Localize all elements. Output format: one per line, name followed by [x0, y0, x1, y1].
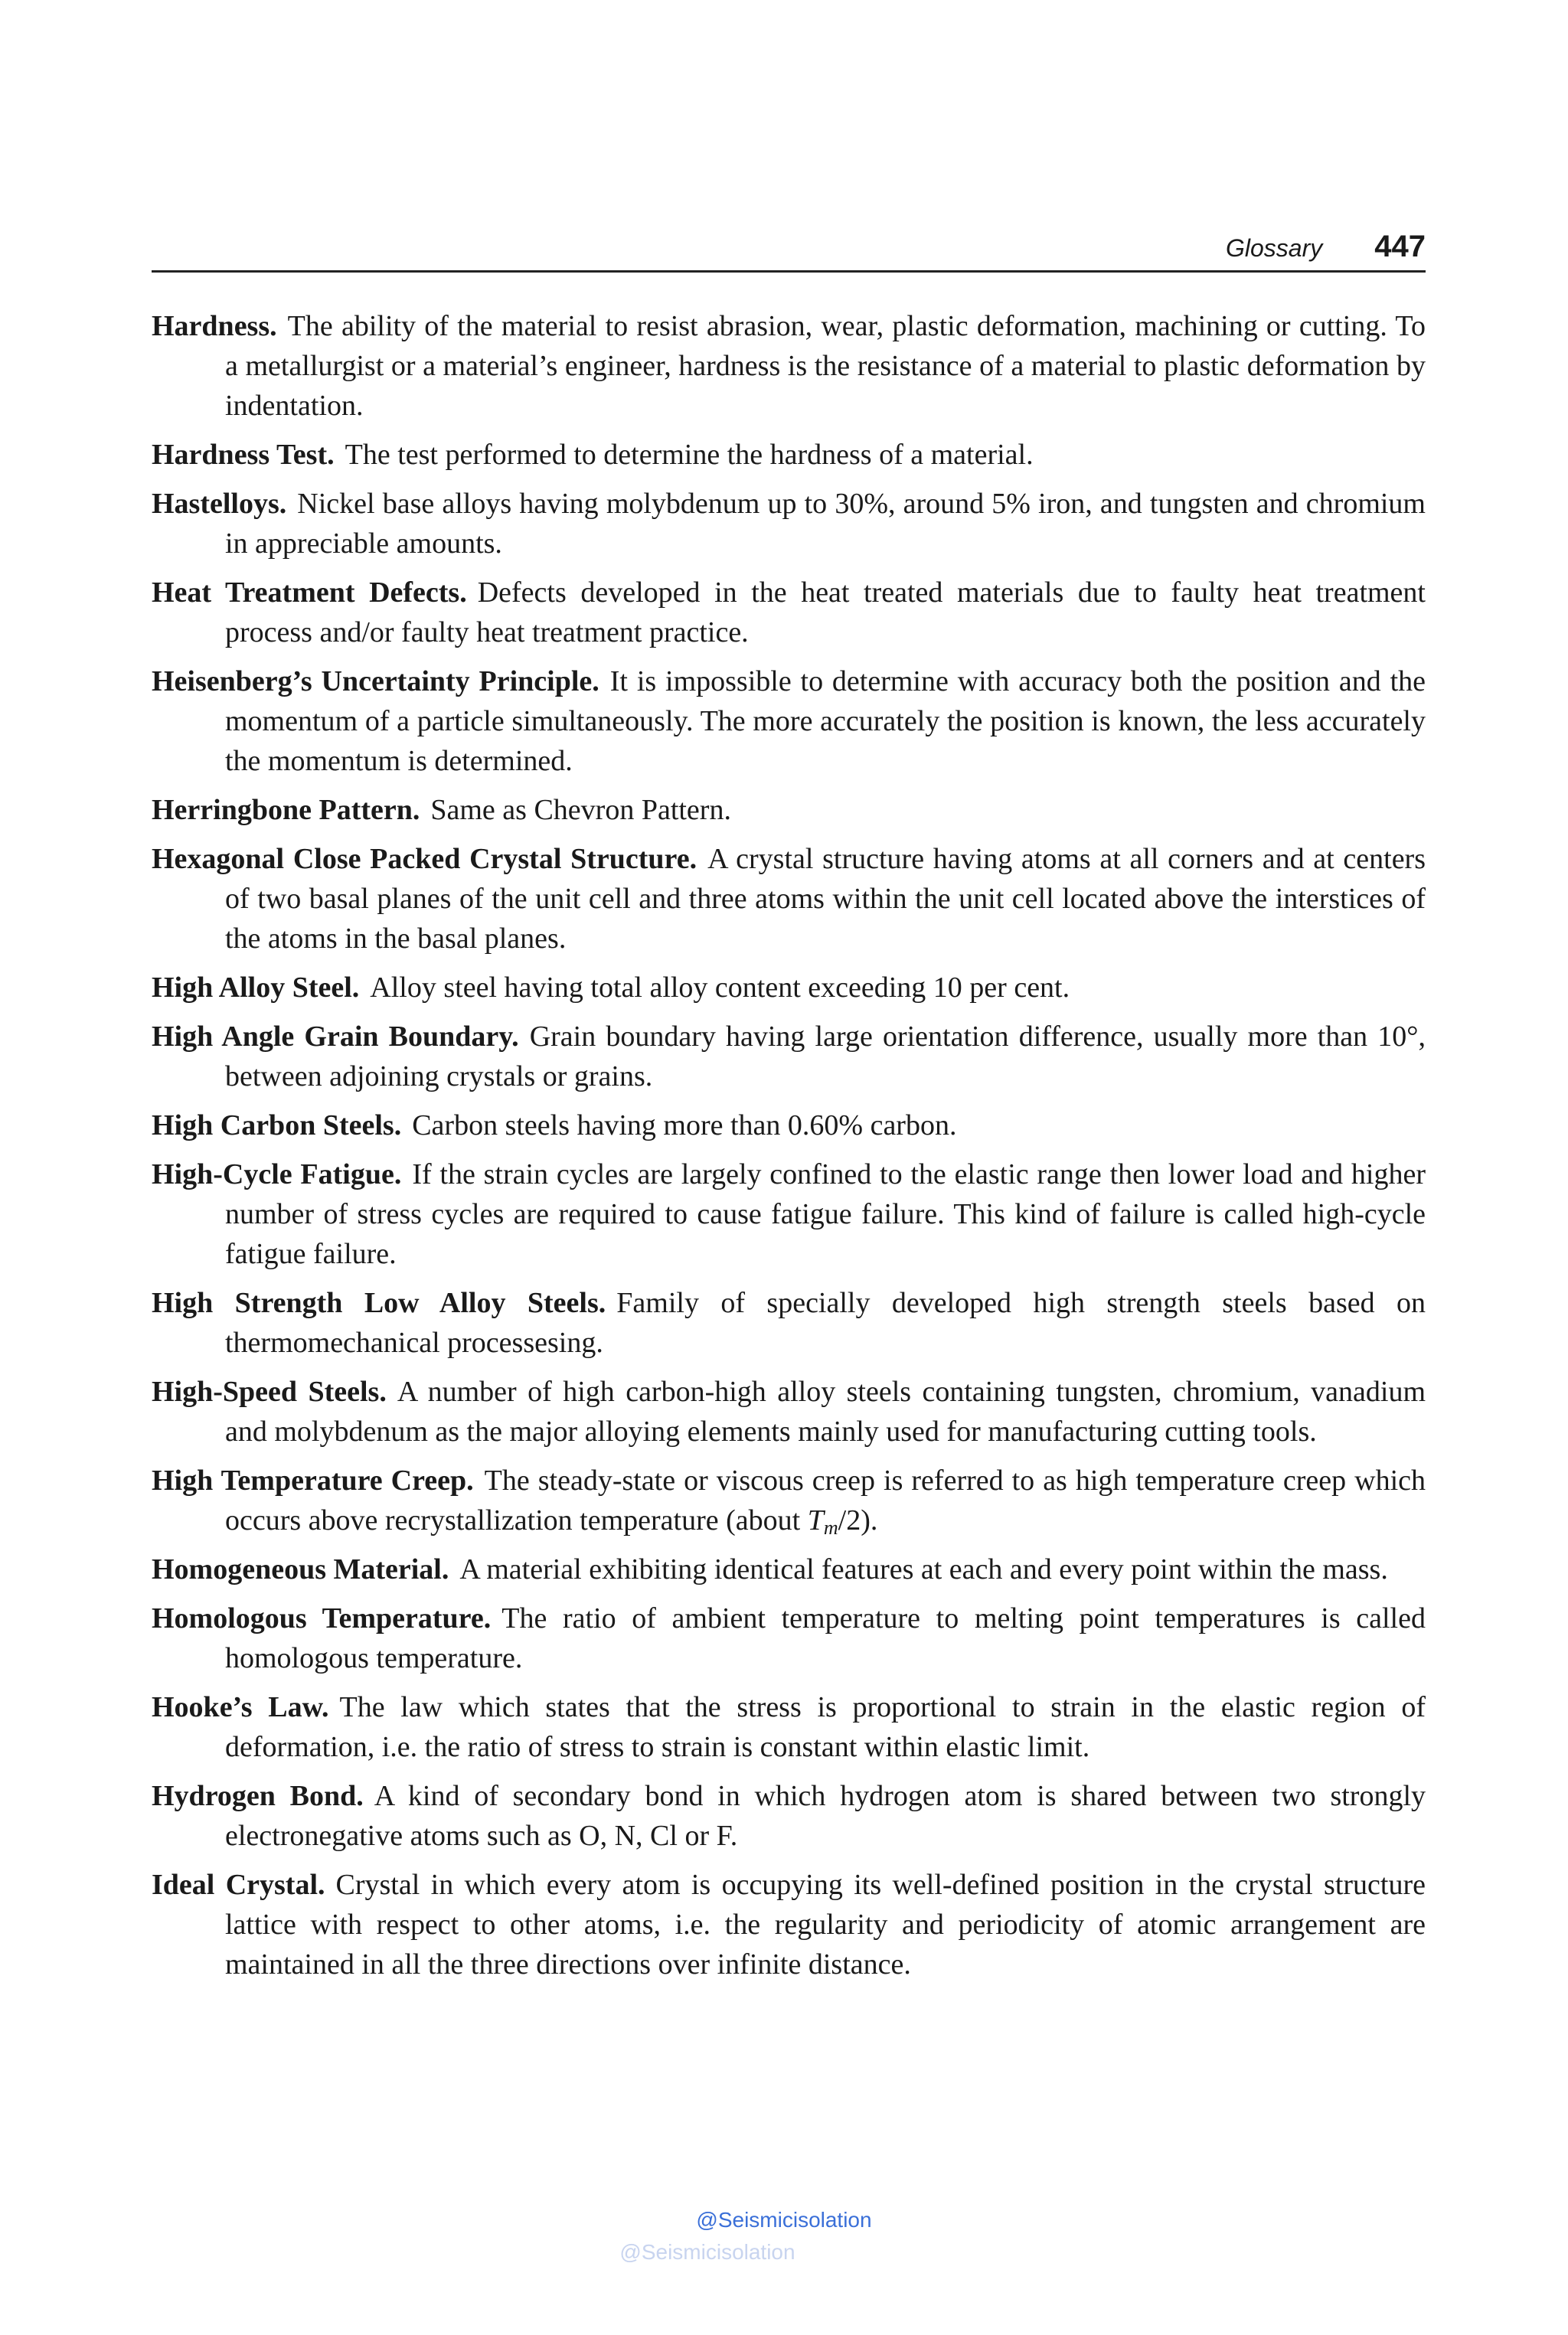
glossary-page [152, 230, 1426, 1994]
entry-definition: Grain boundary having large orientation difference, usually more than 10°, between adjoining crystals or grains. [225, 1021, 1426, 1092]
watermark-text: @Seismicisolation [696, 2208, 872, 2232]
glossary-entry [152, 1154, 1426, 1274]
entry-term: Ideal Crystal. [152, 1869, 325, 1901]
entry-term: Hydrogen Bond. [152, 1780, 364, 1812]
glossary-entry [152, 573, 1426, 652]
watermark-ghost-text: @Seismicisolation [619, 2240, 795, 2264]
glossary-entry [152, 1461, 1426, 1540]
glossary-entry [152, 1776, 1426, 1856]
entry-term: Homologous Temperature. [152, 1602, 492, 1634]
entry-definition: Nickel base alloys having molybdenum up to 30%, around 5% iron, and tungsten and chromium in appreciable amounts. [225, 488, 1426, 560]
glossary-entry [152, 1372, 1426, 1452]
entry-term: High-Cycle Fatigue. [152, 1158, 402, 1190]
entry-term: Hastelloys. [152, 488, 287, 520]
entry-definition: Defects developed in the heat treated materials due to faulty heat treatment process and/or faulty heat treatment practice. [225, 576, 1426, 648]
formula-tail: /2). [838, 1504, 878, 1537]
entry-definition: Alloy steel having total alloy content exceeding 10 per cent. [370, 972, 1070, 1004]
glossary-entry [152, 968, 1426, 1007]
entry-term: High Alloy Steel. [152, 972, 360, 1004]
glossary-entry [152, 1599, 1426, 1678]
entry-term: High Strength Low Alloy Steels. [152, 1287, 606, 1319]
glossary-entry [152, 306, 1426, 426]
glossary-entry [152, 839, 1426, 958]
glossary-entry [152, 435, 1426, 475]
entry-definition: Family of specially developed high strength steels based on thermomechanical processesing. [225, 1287, 1426, 1359]
entry-definition: Carbon steels having more than 0.60% carbon. [412, 1109, 957, 1141]
page-number: 447 [1374, 230, 1426, 263]
definition-text: The steady-state or viscous creep is referred to as high temperature creep which occurs above recrystallization temperature (about [225, 1465, 1426, 1537]
entry-definition: It is impossible to determine with accuracy both the position and the momentum of a particle simultaneously. The more accurately the position is known, the less accurately the momentum is determined. [225, 665, 1426, 777]
glossary-entry [152, 1687, 1426, 1767]
entry-definition: The ability of the material to resist abrasion, wear, plastic deformation, machining or cutting. To a metallurgist or a material’s engineer, hardness is the resistance of a material to plastic deformation by indentation. [225, 310, 1426, 422]
entry-term: Heisenberg’s Uncertainty Principle. [152, 665, 599, 697]
glossary-entry [152, 1283, 1426, 1363]
watermark [0, 2208, 1568, 2264]
section-title: Glossary [1226, 234, 1323, 262]
entry-definition: A number of high carbon-high alloy steels containing tungsten, chromium, vanadium and molybdenum as the major alloying elements mainly used for manufacturing cutting tools. [225, 1376, 1426, 1448]
entry-definition: Crystal in which every atom is occupying its well-defined position in the crystal structure lattice with respect to other atoms, i.e. the regularity and periodicity of atomic arrangement are maintained in all the three directions over infinite distance. [225, 1869, 1426, 1981]
entry-definition: The test performed to determine the hardness of a material. [345, 439, 1034, 471]
entry-definition: A material exhibiting identical features at each and every point within the mass. [459, 1553, 1388, 1586]
glossary-entry [152, 1550, 1426, 1589]
glossary-entry [152, 1865, 1426, 1984]
formula-variable: T [807, 1504, 824, 1537]
entry-term: Homogeneous Material. [152, 1553, 449, 1586]
entry-definition: The ratio of ambient temperature to melting point temperatures is called homologous temperature. [225, 1602, 1426, 1674]
entry-term: High Temperature Creep. [152, 1465, 474, 1497]
glossary-entry [152, 661, 1426, 781]
running-header [152, 230, 1426, 273]
entry-term: High-Speed Steels. [152, 1376, 387, 1408]
entry-definition: A kind of secondary bond in which hydrogen atom is shared between two strongly electronegative atoms such as O, N, Cl or F. [225, 1780, 1426, 1852]
entry-term: Hardness. [152, 310, 277, 342]
entry-term: Hooke’s Law. [152, 1691, 329, 1723]
formula-subscript: m [823, 1517, 838, 1539]
entry-definition: The law which states that the stress is proportional to strain in the elastic region of deformation, i.e. the ratio of stress to strain is constant within elastic limit. [225, 1691, 1426, 1763]
entry-term: Hexagonal Close Packed Crystal Structure. [152, 843, 697, 875]
entry-definition: A crystal structure having atoms at all corners and at centers of two basal planes of the unit cell and three atoms within the unit cell located above the interstices of the atoms in the basal planes. [225, 843, 1426, 955]
glossary-entry [152, 1105, 1426, 1145]
glossary-entry [152, 484, 1426, 563]
glossary-entries [152, 306, 1426, 1984]
entry-term: High Carbon Steels. [152, 1109, 402, 1141]
entry-term: High Angle Grain Boundary. [152, 1021, 519, 1053]
entry-definition: Same as Chevron Pattern. [430, 794, 731, 826]
entry-definition: If the strain cycles are largely confined to the elastic range then lower load and higher number of stress cycles are required to cause fatigue failure. This kind of failure is called high-cycle fatigue failure. [225, 1158, 1426, 1270]
entry-term: Heat Treatment Defects. [152, 576, 467, 609]
entry-term: Hardness Test. [152, 439, 335, 471]
glossary-entry [152, 790, 1426, 830]
glossary-entry [152, 1017, 1426, 1096]
entry-term: Herringbone Pattern. [152, 794, 420, 826]
